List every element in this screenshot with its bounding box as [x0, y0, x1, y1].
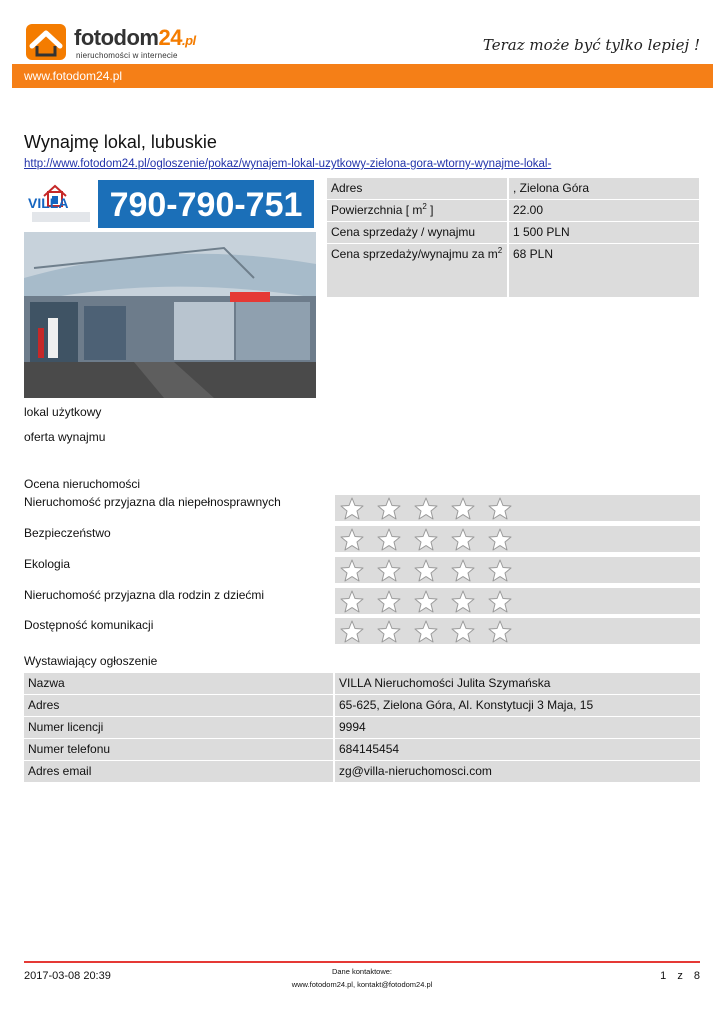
- detail-value: 1 500 PLN: [509, 222, 699, 244]
- listing-url-link[interactable]: http://www.fotodom24.pl/ogloszenie/pokaz/wynajem-lokal-uzytkowy-zielona-gora-wtorny-wynajme-lokal-: [24, 158, 552, 170]
- seller-label: Numer licencji: [24, 717, 333, 739]
- seller-label: Numer telefonu: [24, 739, 333, 761]
- ratings-heading: Ocena nieruchomości: [24, 477, 141, 491]
- rating-label: Ekologia: [24, 557, 71, 571]
- detail-label: Cena sprzedaży / wynajmu: [327, 222, 507, 244]
- rating-label: Dostępność komunikacji: [24, 618, 154, 632]
- footer-date: 2017-03-08 20:39: [24, 970, 111, 982]
- detail-row-area: [327, 200, 699, 222]
- seller-row-email: [24, 761, 700, 783]
- star-icon[interactable]: [413, 619, 439, 643]
- seller-label: Adres: [24, 695, 333, 717]
- property-details-table: [327, 178, 699, 298]
- star-icon[interactable]: [487, 619, 513, 643]
- star-icon[interactable]: [487, 496, 513, 520]
- photo-phone-text: 790-790-751: [109, 186, 303, 224]
- detail-row-address: [327, 178, 699, 200]
- star-icon[interactable]: [376, 496, 402, 520]
- rating-stars[interactable]: [335, 618, 700, 644]
- seller-label: Nazwa: [24, 673, 333, 695]
- footer-divider: [24, 961, 700, 963]
- star-icon[interactable]: [487, 527, 513, 551]
- star-icon[interactable]: [376, 619, 402, 643]
- star-icon[interactable]: [413, 558, 439, 582]
- listing-photo: [24, 178, 316, 398]
- star-icon[interactable]: [450, 527, 476, 551]
- rating-row-safety: [24, 526, 700, 552]
- seller-row-address: [24, 695, 700, 717]
- site-logo[interactable]: [24, 22, 224, 64]
- star-icon[interactable]: [339, 496, 365, 520]
- star-icon[interactable]: [413, 496, 439, 520]
- rating-stars[interactable]: [335, 495, 700, 521]
- property-type: lokal użytkowy: [24, 405, 102, 419]
- rating-stars[interactable]: [335, 557, 700, 583]
- seller-heading: Wystawiający ogłoszenie: [24, 654, 158, 668]
- star-icon[interactable]: [339, 619, 365, 643]
- offer-type: oferta wynajmu: [24, 430, 106, 444]
- logo-wordmark: fotodom24.pl: [74, 25, 196, 50]
- star-icon[interactable]: [413, 527, 439, 551]
- page-number: 1 z 8: [660, 970, 700, 982]
- rating-row-ecology: [24, 557, 700, 583]
- site-url-link[interactable]: www.fotodom24.pl: [24, 69, 123, 83]
- rating-row-transport: [24, 618, 700, 644]
- tagline: Teraz może być tylko lepiej !: [482, 36, 700, 54]
- seller-value: 65-625, Zielona Góra, Al. Konstytucji 3 Maja, 15: [335, 695, 700, 717]
- listing-title: Wynajmę lokal, lubuskie: [24, 132, 217, 152]
- star-icon[interactable]: [376, 558, 402, 582]
- footer-contact: www.fotodom24.pl, kontakt@fotodom24.pl: [291, 980, 433, 989]
- star-icon[interactable]: [339, 527, 365, 551]
- logo-subtitle: nieruchomości w internecie: [76, 51, 178, 60]
- seller-value: 9994: [335, 717, 700, 739]
- seller-value[interactable]: zg@villa-nieruchomosci.com: [335, 761, 700, 783]
- star-icon[interactable]: [487, 558, 513, 582]
- star-icon[interactable]: [376, 527, 402, 551]
- star-icon[interactable]: [450, 558, 476, 582]
- star-icon[interactable]: [376, 589, 402, 613]
- rating-stars[interactable]: [335, 588, 700, 614]
- rating-label: Nieruchomość przyjazna dla niepełnosprawnych: [24, 495, 281, 509]
- seller-row-phone: [24, 739, 700, 761]
- star-icon[interactable]: [450, 496, 476, 520]
- site-url-bar: [12, 64, 713, 88]
- rating-label: Nieruchomość przyjazna dla rodzin z dziećmi: [24, 588, 265, 602]
- star-icon[interactable]: [450, 619, 476, 643]
- detail-value: 68 PLN: [509, 244, 699, 298]
- seller-label: Adres email: [24, 761, 333, 783]
- star-icon[interactable]: [413, 589, 439, 613]
- house-logo-icon: [24, 22, 68, 62]
- seller-value[interactable]: 684145454: [335, 739, 700, 761]
- rating-row-accessibility: [24, 495, 700, 521]
- detail-value: 22.00: [509, 200, 699, 222]
- detail-label: Powierzchnia [ $m^2$ ]: [327, 200, 507, 222]
- star-icon[interactable]: [339, 589, 365, 613]
- detail-row-price-per-m2: [327, 244, 699, 298]
- detail-label: Cena sprzedaży/wynajmu za $m^2$: [327, 244, 507, 298]
- rating-stars[interactable]: [335, 526, 700, 552]
- rating-row-family: [24, 588, 700, 614]
- seller-row-name: [24, 673, 700, 695]
- page-header: [0, 0, 724, 64]
- detail-label: Adres: [327, 178, 507, 200]
- listing-photo-image: [24, 178, 316, 398]
- star-icon[interactable]: [487, 589, 513, 613]
- photo-brand-text: VILLA: [28, 195, 69, 211]
- star-icon[interactable]: [450, 589, 476, 613]
- star-icon[interactable]: [339, 558, 365, 582]
- detail-value: , Zielona Góra: [509, 178, 699, 200]
- rating-label: Bezpieczeństwo: [24, 526, 111, 540]
- detail-row-price: [327, 222, 699, 244]
- seller-row-license: [24, 717, 700, 739]
- footer-contact-label: Dane kontaktowe:: [331, 967, 393, 976]
- seller-table: [24, 673, 700, 783]
- seller-value: VILLA Nieruchomości Julita Szymańska: [335, 673, 700, 695]
